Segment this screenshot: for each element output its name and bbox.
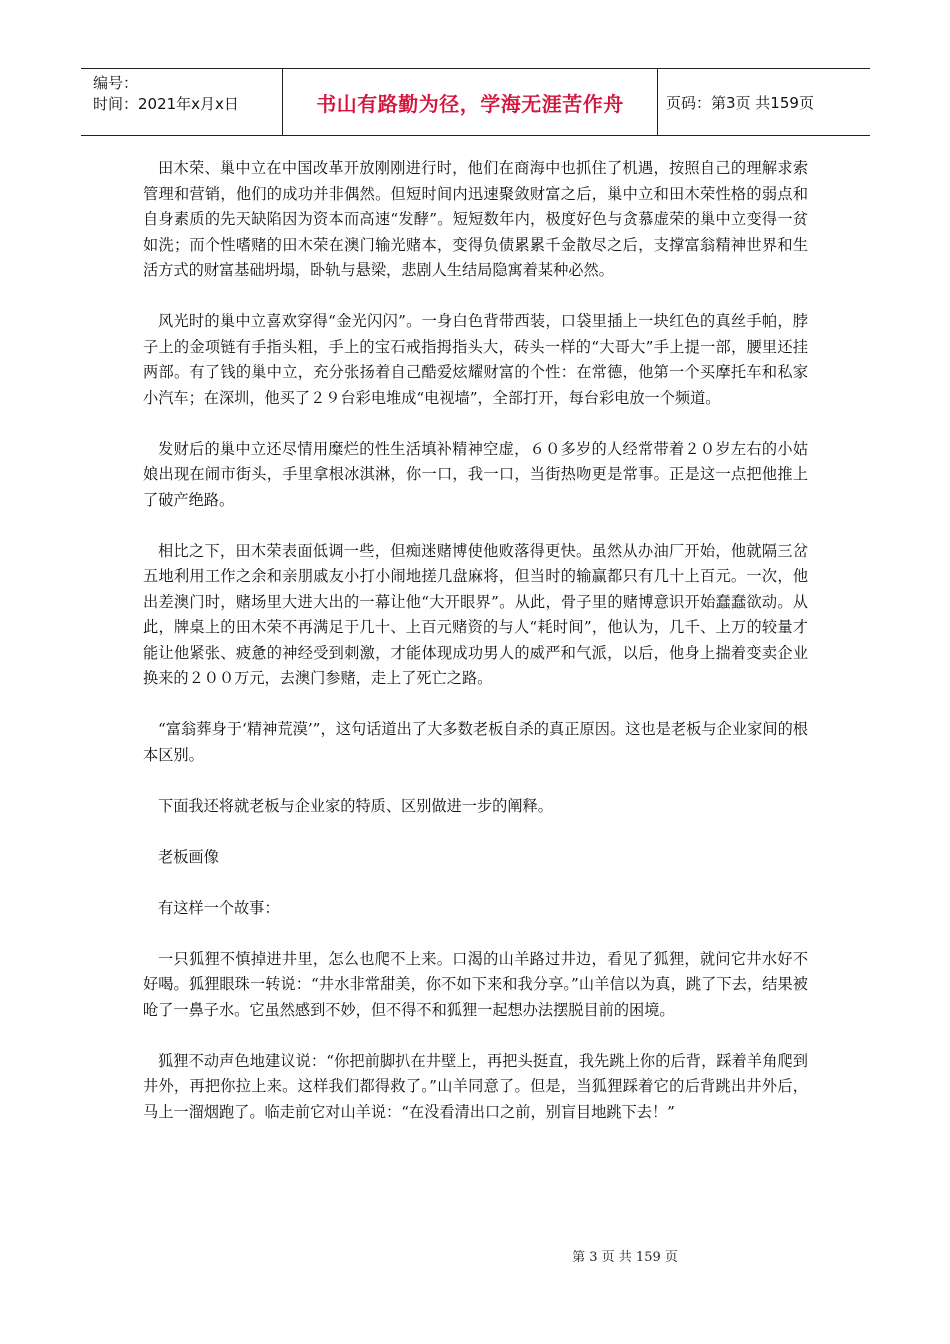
body-paragraph: 田木荣、巢中立在中国改革开放刚刚进行时，他们在商海中也抓住了机遇，按照自己的理解求索管理和营销，他们的成功并非偶然。但短时间内迅速聚敛财富之后，巢中立和田木荣性格的弱点和自身素质的先天缺陷因为资本而高速“发酵”。短短数年内，极度好色与贪慕虚荣的巢中立变得一贫如洗；而个性嗜赌的田木荣在澳门输光赌本，变得负债累累千金散尽之后，支撑富翁精神世界和生活方式的财富基础坍塌，卧轨与悬梁，悲剧人生结局隐寓着某种必然。 (143, 159, 808, 279)
document-date: 时间：2021年x月x日 (93, 95, 239, 113)
body-paragraph: 狐狸不动声色地建议说：“你把前脚扒在井壁上，再把头挺直，我先跳上你的后背，踩着羊角爬到井外，再把你拉上来。这样我们都得救了。”山羊同意了。但是，当狐狸踩着它的后背跳出井外后，马上一溜烟跑了。临走前它对山羊说：“在没看清出口之前，别盲目地跳下去！” (143, 1051, 808, 1121)
body-paragraph: 风光时的巢中立喜欢穿得“金光闪闪”。一身白色背带西装，口袋里插上一块红色的真丝手帕，脖子上的金项链有手指头粗，手上的宝石戒指拇指头大，砖头一样的“大哥大”手上提一部，腰里还挂两部。有了钱的巢中立，充分张扬着自己酷爱炫耀财富的个性：在常德，他第一个买摩托车和私家小汽车；在深圳，他买了２９台彩电堆成“电视墙”，全部打开，每台彩电放一个频道。 (143, 312, 808, 407)
body-paragraph: 下面我还将就老板与企业家的特质、区别做进一步的阐释。 (158, 796, 553, 815)
document-body (143, 156, 808, 1151)
body-paragraph: 发财后的巢中立还尽情用糜烂的性生活填补精神空虚，６０多岁的人经常带着２０岁左右的小姑娘出现在闹市街头，手里拿根冰淇淋，你一口，我一口，当街热吻更是常事。正是这一点把他推上了破产绝路。 (143, 439, 808, 509)
body-paragraph: “富翁葬身于‘精神荒漠’”，这句话道出了大多数老板自杀的真正原因。这也是老板与企业家间的根本区别。 (143, 720, 808, 764)
header-page-info: 页码：第3页 共159页 (666, 93, 814, 112)
header-meta-cell (81, 69, 283, 135)
header-motto: 书山有路勤为径，学海无涯苦作舟 (283, 69, 658, 135)
body-paragraph: 一只狐狸不慎掉进井里，怎么也爬不上来。口渴的山羊路过井边，看见了狐狸，就问它井水好不好喝。狐狸眼珠一转说：“井水非常甜美，你不如下来和我分享。”山羊信以为真，跳了下去，结果被呛了一鼻子水。它虽然感到不妙，但不得不和狐狸一起想办法摆脱目前的困境。 (143, 949, 808, 1019)
page-header (81, 68, 870, 136)
body-paragraph: 相比之下，田木荣表面低调一些，但痴迷赌博使他败落得更快。虽然从办油厂开始，他就隔三岔五地利用工作之余和亲朋戚友小打小闹地搓几盘麻将，但当时的输赢都只有几十上百元。一次，他出差澳门时，赌场里大进大出的一幕让他“大开眼界”。从此，骨子里的赌博意识开始蠢蠢欲动。从此，牌桌上的田木荣不再满足于几十、上百元赌资的与人“耗时间”，他认为，几千、上万的较量才能让他紧张、疲惫的神经受到刺激，才能体现成功男人的威严和气派，以后，他身上揣着变卖企业换来的２００万元，去澳门参赌，走上了死亡之路。 (143, 541, 808, 687)
body-paragraph: 有这样一个故事： (158, 898, 280, 917)
section-heading: 老板画像 (158, 847, 219, 866)
document-number-label: 编号： (93, 74, 139, 92)
page-footer: 第 3 页 共 159 页 (572, 1250, 678, 1265)
